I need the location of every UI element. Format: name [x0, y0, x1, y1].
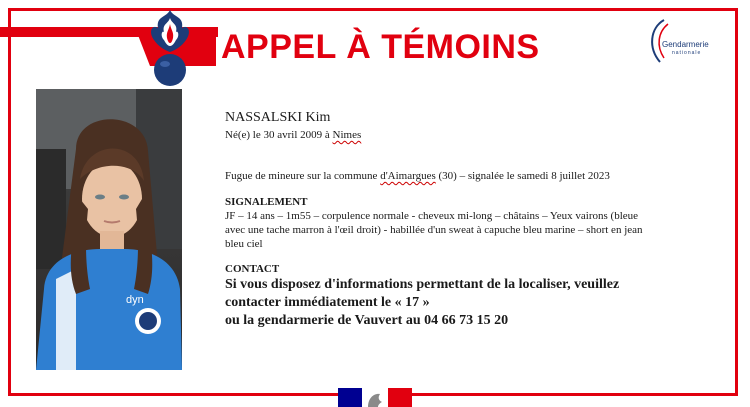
incident-info — [225, 169, 610, 183]
signalement-heading: SIGNALEMENT — [225, 196, 308, 208]
contact-line2: contacter immédiatement le « 17 » — [225, 295, 430, 310]
incident-place: d'Aimargues — [380, 170, 436, 182]
birth-prefix: Né(e) le 30 avril 2009 à — [225, 129, 333, 141]
birth-place: Nimes — [332, 129, 362, 141]
signalement-line3: bleu ciel — [225, 238, 263, 250]
incident-part1: Fugue de mineure sur la commune — [225, 170, 381, 182]
contact-heading: CONTACT — [225, 263, 280, 275]
birth-info — [225, 128, 361, 142]
person-photo-illustration — [36, 89, 182, 370]
poster-title: APPEL À TÉMOINS — [221, 28, 540, 66]
svg-text:dyn: dyn — [126, 294, 144, 306]
person-name: NASSALSKI Kim — [225, 110, 331, 125]
signalement-line2: avec une tache marron à l'œil droit) - habillée d'un sweat à capuche bleu marine – short en jean — [225, 224, 643, 236]
republique-francaise-logo — [338, 388, 412, 407]
incident-part2: (30) – signalée le samedi 8 juillet 2023 — [435, 170, 610, 182]
logo-subtext: nationale — [672, 50, 702, 56]
logo-text: Gendarmerie — [662, 40, 709, 49]
gendarmerie-grenade-emblem — [140, 6, 200, 86]
contact-line3: ou la gendarmerie de Vauvert au 04 66 73 15 20 — [225, 313, 509, 328]
missing-person-photo — [36, 89, 182, 370]
signalement-line1: JF – 14 ans – 1m55 – corpulence normale - cheveux mi-long – châtains – Yeux vairons (bleue — [225, 210, 639, 222]
contact-line1: Si vous disposez d'informations permettant de la localiser, veuillez — [225, 277, 620, 292]
